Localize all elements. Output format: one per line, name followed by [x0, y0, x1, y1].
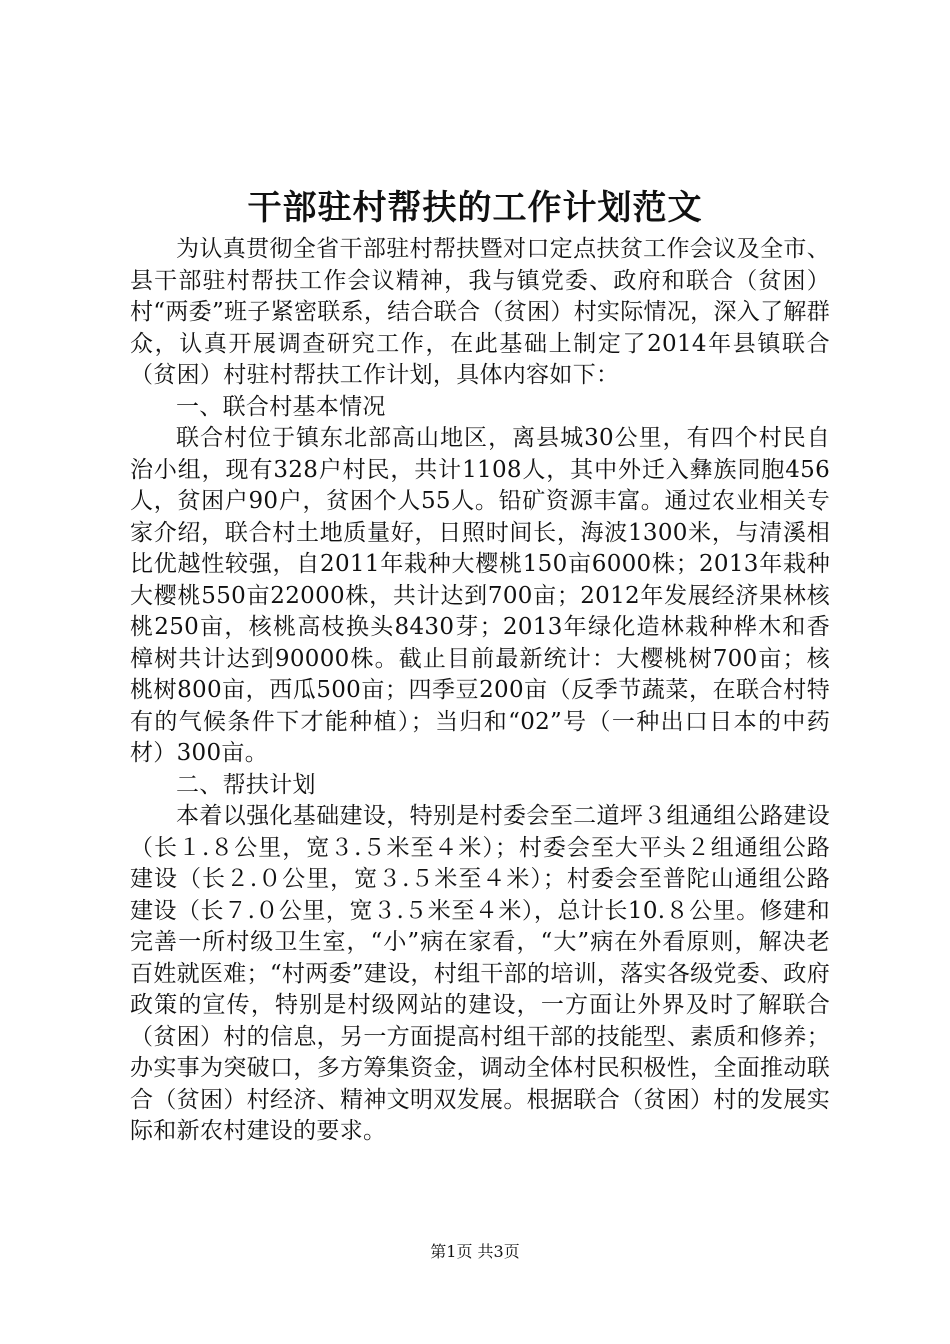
- plan-paragraph: 本着以强化基础建设，特别是村委会至二道坪３组通组公路建设（长１.８公里，宽３.５米至４米）；村委会至大平头２组通组公路建设（长２.０公里，宽３.５米至４米）；村委会至普陀山通组公路建设（长７.０公里，宽３.５米至４米），总计长10.８公里。修建和完善一所村级卫生室，“小”病在家看，“大”病在外看原则，解决老百姓就医难；“村两委”建设，村组干部的培训，落实各级党委、政府政策的宣传，特别是村级网站的建设，一方面让外界及时了解联合（贫困）村的信息，另一方面提高村组干部的技能型、素质和修养；办实事为突破口，多方筹集资金，调动全体村民积极性，全面推动联合（贫困）村经济、精神文明双发展。根据联合（贫困）村的发展实际和新农村建设的要求。: [130, 803, 830, 1144]
- document-body: [130, 234, 830, 1148]
- page-footer: 第1页 共3页: [430, 1242, 520, 1261]
- section-heading-basic-info: 一、联合村基本情况: [176, 393, 386, 420]
- intro-paragraph: 为认真贯彻全省干部驻村帮扶暨对口定点扶贫工作会议及全市、县干部驻村帮扶工作会议精神，我与镇党委、政府和联合（贫困）村“两委”班子紧密联系，结合联合（贫困）村实际情况，深入了解群众，认真开展调查研究工作，在此基础上制定了2014年县镇联合（贫困）村驻村帮扶工作计划，具体内容如下：: [130, 236, 830, 388]
- section-heading-plan: 二、帮扶计划: [176, 771, 316, 798]
- basic-info-paragraph: 联合村位于镇东北部高山地区，离县城30公里，有四个村民自治小组，现有328户村民，共计1108人，其中外迁入彝族同胞456人，贫困户90户，贫困个人55人。铅矿资源丰富。通过农业相关专家介绍，联合村土地质量好，日照时间长，海波1300米，与清溪相比优越性较强，自2011年栽种大樱桃150亩6000株；2013年栽种大樱桃550亩22000株，共计达到700亩；2012年发展经济果林核桃250亩，核桃高枝换头8430芽；2013年绿化造林栽种桦木和香樟树共计达到90000株。截止目前最新统计：大樱桃树700亩；核桃树800亩，西瓜500亩；四季豆200亩（反季节蔬菜，在联合村特有的气候条件下才能种植）；当归和“02”号（一种出口日本的中药材）300亩。: [130, 425, 830, 766]
- document-title: 干部驻村帮扶的工作计划范文: [247, 188, 703, 228]
